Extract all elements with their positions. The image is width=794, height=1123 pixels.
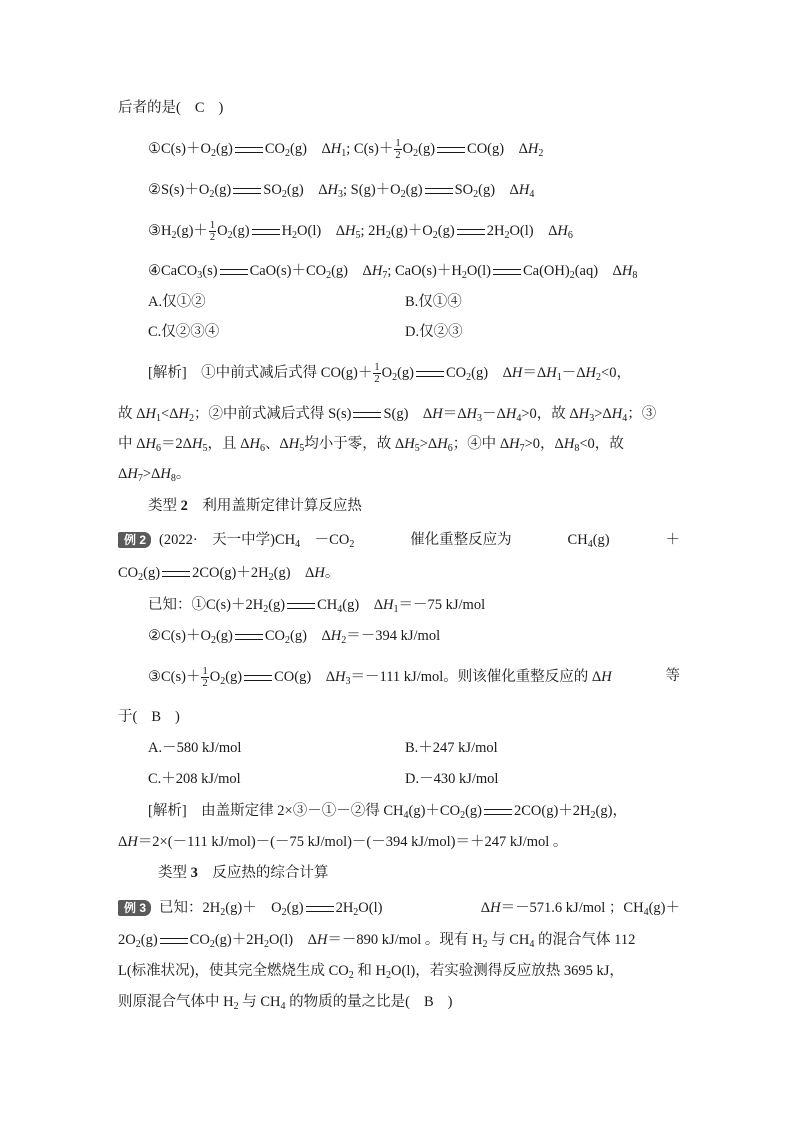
section-heading-type-2: 类型 2 利用盖斯定律计算反应热 <box>148 498 362 514</box>
ex2-ask-line: 于( B ) <box>118 709 180 725</box>
ex2-option-c: C.＋208 kJ/mol <box>148 771 241 787</box>
q1-analysis-line-4: $\Delta H_7>\Delta H_8$。 <box>118 466 191 484</box>
q1-item-2: $②S(s)+O_2(g)$ $SO_2(g)$ $\Delta H_3$; $S(g)+O_2(g)$ $SO_2(g)$ $\Delta H_4$ <box>148 182 535 200</box>
q1-option-a: A.仅①② <box>148 294 206 310</box>
q1-item-4: ④CaCO$_3$(s) $CaO(s)+CO_2(g)$ $\Delta H_7$; $CaO(s)+H_2O(l)$ $Ca(OH)_2(aq)$ $\Delta H_8$ <box>148 263 638 281</box>
section-heading-type-3: 类型 3 反应热的综合计算 <box>158 865 329 881</box>
ex2-given-1: 已知：$①C(s)+2H_2(g)$ $CH_4(g)$ $\Delta H_1=-75$ kJ/mol <box>148 597 486 615</box>
ex2-answer: B <box>151 709 162 725</box>
q1-analysis-line-1: [解析] ①中前式减后式得 CO(g)＋ $\frac{1}{2}$ $O_2(g)$ $CO_2(g)$ $\Delta H=\Delta H_1-\Delta H_2<0$， <box>148 362 631 385</box>
ex3-line-2: $2O_2(g)$ $CO_2(g)+2H_2O(l)$ ΔH＝－890 kJ/mol 。现有 $H_2$ 与 $CH_4$ 的混合气体 112 <box>118 932 636 950</box>
ex2-given-2: $②C(s)+O_2(g)$ $CO_2(g)$ $\Delta H_2=-394$ kJ/mol <box>148 628 441 646</box>
q1-item-3: $③H_2(g)+$ $\frac{1}{2}$ $O_2(g)$ $H_2O(l)$ $\Delta H_5$; $2H_2(g)+O_2(g)$ $2H_2O(l)$ $\Delta H_6$ <box>148 220 573 243</box>
q1-option-b: B.仅①④ <box>405 294 462 310</box>
ex3-line-1: 例 3 已知：$2H_2(g)+$ $O_2(g)$ $2H_2O(l)$ ΔH＝－571.6 kJ/mol ；$CH_4(g)+$ <box>118 898 680 918</box>
ex3-line-3: L(标准状况)，使其完全燃烧生成 $CO_2$ 和 $H_2O(l)$，若实验测得反应放热 3695 kJ， <box>118 963 624 981</box>
ex2-line-1: 例 2 (2022· 天一中学)$CH_4$ $-CO_2$ 催化重整反应为 $CH_4(g)$ ＋ <box>118 530 680 550</box>
q1-analysis-line-2: 故 $\Delta H_1<\Delta H_2$；②中前式减后式得 S(s) S(g) $\Delta H=\Delta H_3-\Delta H_4>0$，故 $\Delta H_3>\Delta H_4$；③ <box>118 406 657 424</box>
q1-item-1: $①C(s)+O_2(g)$ $CO_2(g)$ $\Delta H_1$; C(s)＋ $\frac{1}{2}$ $O_2(g)$ CO(g) $\Delta H_2$ <box>148 138 544 161</box>
example-badge-3: 例 3 <box>118 900 151 916</box>
q1-option-d: D.仅②③ <box>405 324 463 340</box>
q1-option-c: C.仅②③④ <box>148 324 220 340</box>
ex2-option-d: D.－430 kJ/mol <box>405 771 499 787</box>
example-badge-2: 例 2 <box>118 532 151 548</box>
q1-stem-line: 后者的是( C ) <box>118 100 224 116</box>
ex3-line-4: 则原混合气体中 $H_2$ 与 $CH_4$ 的物质的量之比是( B ) <box>118 994 453 1012</box>
ex2-option-a: A.－580 kJ/mol <box>148 740 242 756</box>
ex2-analysis-line-2: ΔH＝2×(－111 kJ/mol)－(－75 kJ/mol)－(－394 kJ/mol)＝＋247 kJ/mol 。 <box>118 834 568 850</box>
ex2-line-2: $CO_2(g)$ $2CO(g)+2H_2(g)$ ΔH。 <box>118 565 340 583</box>
ex2-option-b: B.＋247 kJ/mol <box>405 740 498 756</box>
ex3-answer: B <box>423 994 434 1010</box>
q1-analysis-line-3: 中 $\Delta H_6=2\Delta H_5$，且 $\Delta H_6$、$\Delta H_5$均小于零，故 $\Delta H_5>\Delta H_6$；④中 $\Delta H_7>0$，$\Delta H_8<0$，故 <box>118 436 624 454</box>
ex2-analysis-line-1: [解析] 由盖斯定律 2×③－①－②得 $CH_4(g)+CO_2(g)$ $2CO(g)+2H_2(g)$， <box>148 803 627 821</box>
ex2-given-3: ③C(s)＋ $\frac{1}{2}$ $O_2(g)$ CO(g) $\Delta H_3=-111$ kJ/mol。则该催化重整反应的 ΔH 等 <box>148 666 680 689</box>
q1-answer: C <box>194 100 205 116</box>
